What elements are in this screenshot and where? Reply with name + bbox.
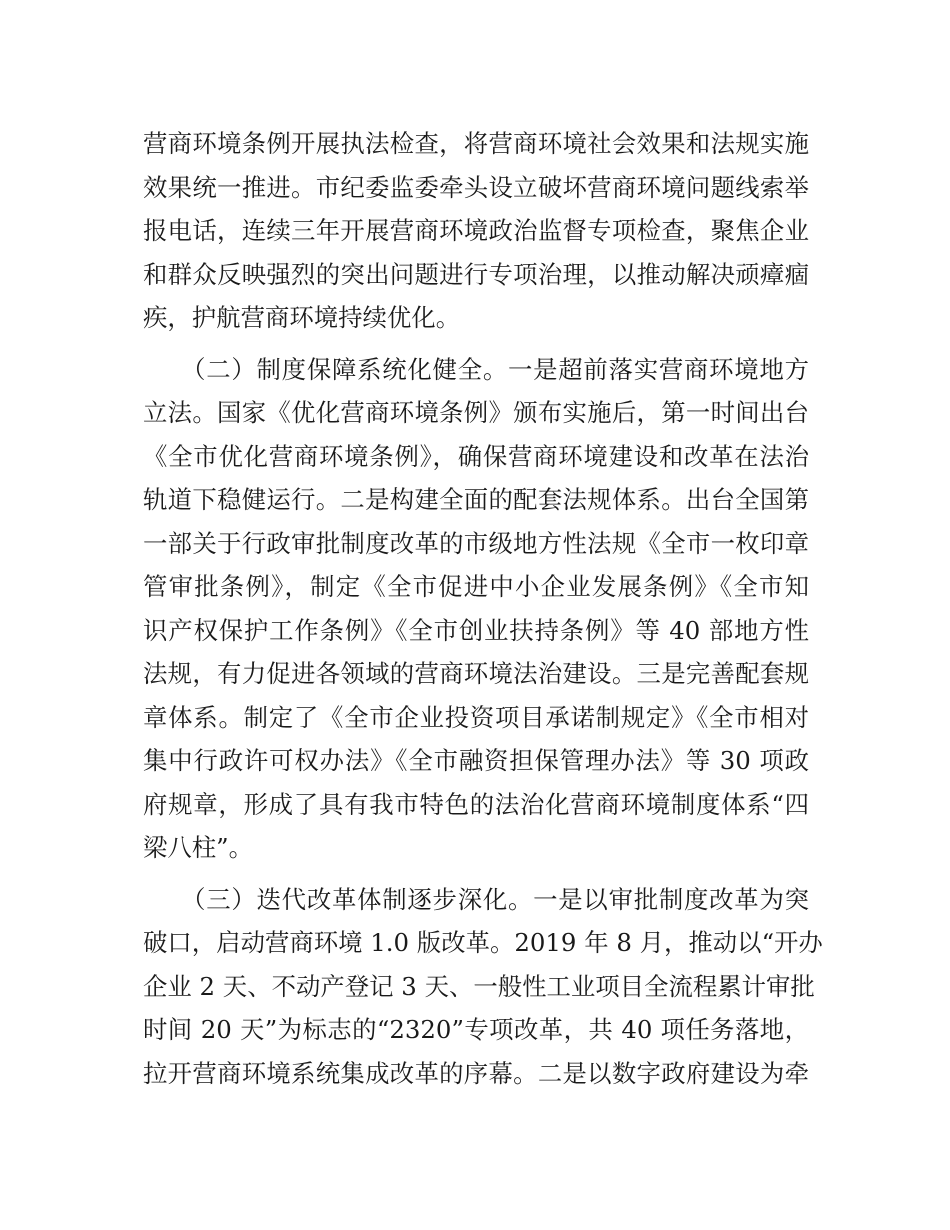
- text-line: 营商环境条例开展执法检查，将营商环境社会效果和法规实施: [143, 129, 809, 158]
- text-line: 和群众反映强烈的突出问题进行专项治理，以推动解决顽瘴痼: [143, 259, 809, 289]
- text-line: 府规章，形成了具有我市特色的法治化营商环境制度体系“四: [143, 789, 809, 819]
- text-line: （二）制度保障系统化健全。一是超前落实营商环境地方: [143, 354, 809, 384]
- text-line: 立法。国家《优化营商环境条例》颁布实施后，第一时间出台: [143, 398, 809, 427]
- text-line: 梁八柱”。: [143, 833, 254, 862]
- document-body: [143, 122, 823, 1095]
- text-line: 企业 2 天、不动产登记 3 天、一般性工业项目全流程累计审批: [143, 971, 815, 1001]
- paragraph-2: [143, 348, 809, 870]
- text-line: 管审批条例》，制定《全市促进中小企业发展条例》《全市知: [143, 572, 809, 601]
- text-line: 章体系。制定了《全市企业投资项目承诺制规定》《全市相对: [143, 702, 809, 732]
- paragraph-3: [143, 878, 823, 1096]
- text-line: 一部关于行政审批制度改革的市级地方性法规《全市一枚印章: [143, 528, 809, 558]
- text-line: 集中行政许可权办法》《全市融资担保管理办法》等 30 项政: [143, 746, 809, 775]
- text-line: 报电话，连续三年开展营商环境政治监督专项检查，聚焦企业: [143, 216, 809, 245]
- paragraph-1: [143, 122, 809, 340]
- paragraph-gap: [143, 870, 809, 878]
- text-line: 识产权保护工作条例》《全市创业扶持条例》等 40 部地方性: [143, 615, 809, 645]
- text-line: 时间 20 天”为标志的“2320”专项改革，共 40 项任务落地，: [143, 1015, 809, 1044]
- text-line: 效果统一推进。市纪委监委牵头设立破坏营商环境问题线索举: [143, 172, 809, 202]
- text-line: 破口，启动营商环境 1.0 版改革。2019 年 8 月，推动以“开办: [143, 928, 823, 957]
- text-line: 法规，有力促进各领域的营商环境法治建设。三是完善配套规: [143, 659, 809, 688]
- text-line: 拉开营商环境系统集成改革的序幕。二是以数字政府建设为牵: [143, 1058, 809, 1088]
- text-line: （三）迭代改革体制逐步深化。一是以审批制度改革为突: [143, 884, 809, 914]
- text-line: 轨道下稳健运行。二是构建全面的配套法规体系。出台全国第: [143, 485, 809, 514]
- text-line: 疾，护航营商环境持续优化。: [143, 303, 461, 332]
- paragraph-gap: [143, 340, 809, 348]
- text-line: 《全市优化营商环境条例》，确保营商环境建设和改革在法治: [143, 441, 809, 471]
